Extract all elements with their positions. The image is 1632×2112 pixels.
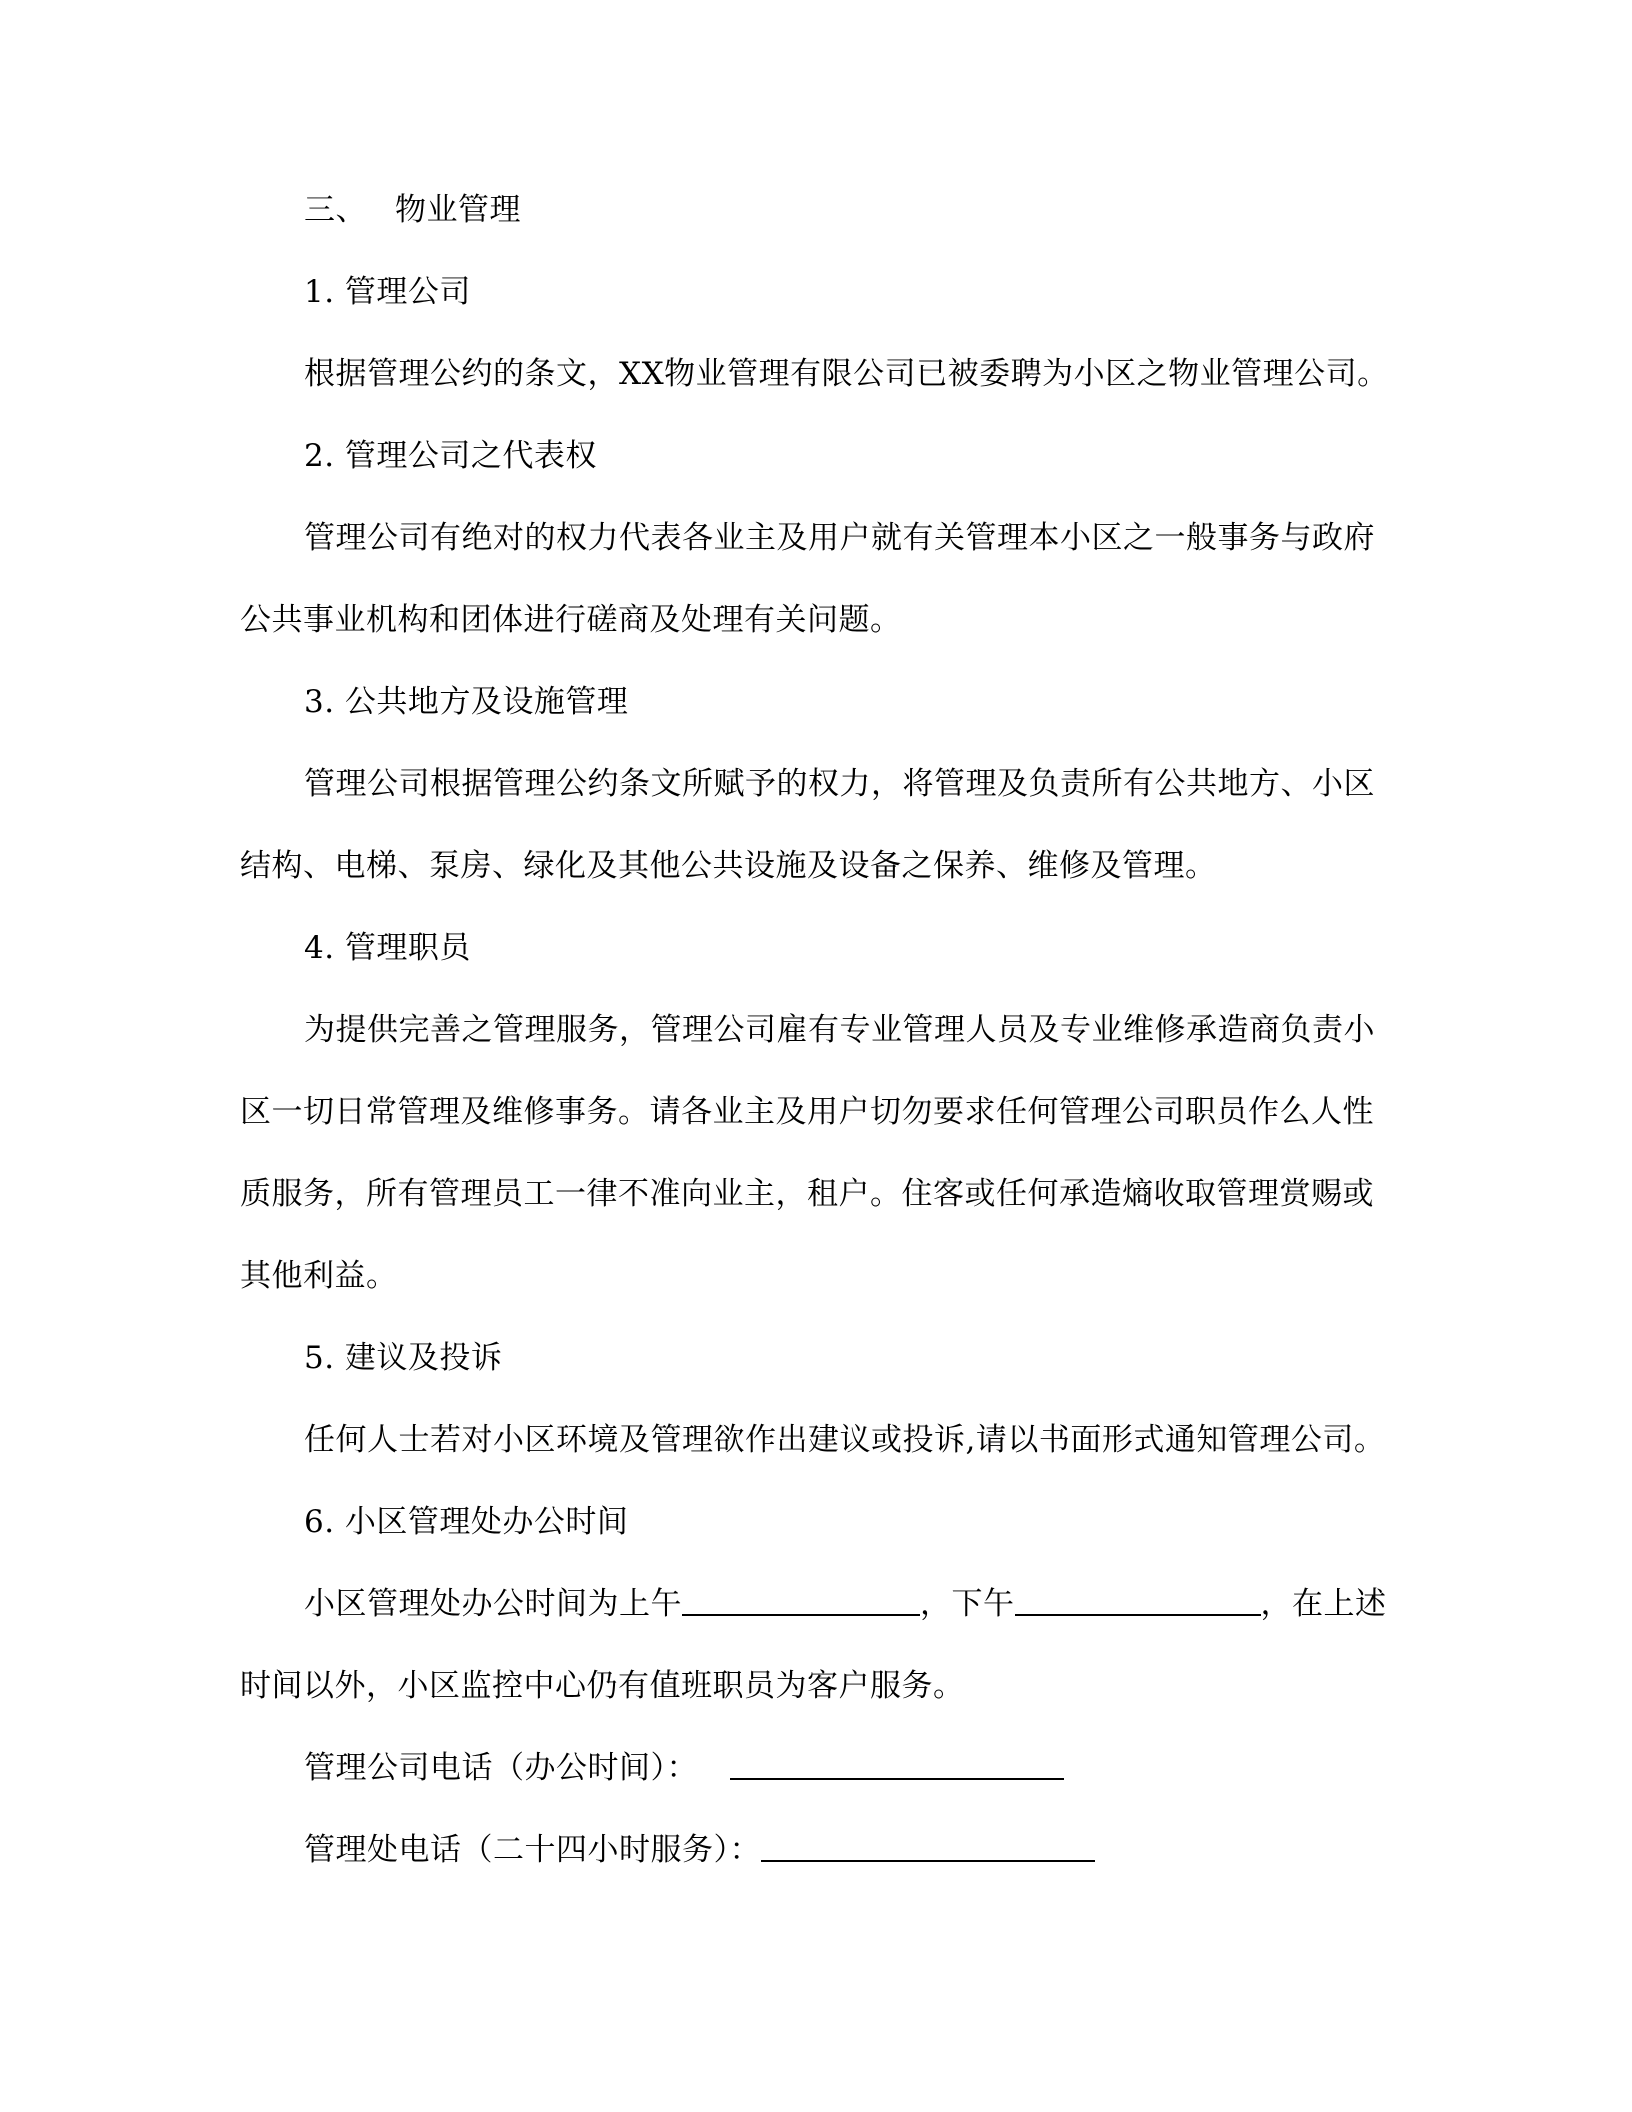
office-hours-line-2: 时间以外，小区监控中心仍有值班职员为客户服务。 xyxy=(240,1668,965,1704)
item-paragraph-1-line-1: 根据管理公约的条文，XX物业管理有限公司已被委聘为小区之物业管理公司。 xyxy=(304,356,1389,392)
phone-office-line xyxy=(304,1738,1454,1798)
section-number: 三、 xyxy=(304,192,367,228)
item-paragraph-4-line-3: 质服务，所有管理员工一律不准向业主，租户。住客或任何承造熵收取管理赏赐或 xyxy=(240,1176,1374,1212)
item-paragraph-3-line-2: 结构、电梯、泵房、绿化及其他公共设施及设备之保养、维修及管理。 xyxy=(240,848,1217,884)
item-paragraph-4-line-1: 为提供完善之管理服务，管理公司雇有专业管理人员及专业维修承造商负责小 xyxy=(304,1012,1375,1048)
afternoon-hours-blank[interactable] xyxy=(1015,1574,1261,1616)
item-paragraph-3-line-1: 管理公司根据管理公约条文所赋予的权力，将管理及负责所有公共地方、小区 xyxy=(304,766,1375,802)
phone-24h-blank[interactable] xyxy=(761,1820,1095,1862)
item-paragraph-2-line-2: 公共事业机构和团体进行磋商及处理有关问题。 xyxy=(240,602,902,638)
phone-office-label: 管理公司电话（办公时间）： xyxy=(304,1750,698,1786)
item-paragraph-5-line-1: 任何人士若对小区环境及管理欲作出建议或投诉,请以书面形式通知管理公司。 xyxy=(304,1422,1386,1458)
phone-24h-label: 管理处电话（二十四小时服务）： xyxy=(304,1832,761,1868)
item-paragraph-4-line-2: 区一切日常管理及维修事务。请各业主及用户切勿要求任何管理公司职员作么人性 xyxy=(240,1094,1374,1130)
office-hours-text-3: ，在上述 xyxy=(1260,1586,1387,1622)
section-title-text: 物业管理 xyxy=(395,192,521,228)
item-heading-2: 2. 管理公司之代表权 xyxy=(304,438,597,474)
phone-24h-line xyxy=(304,1820,1454,1880)
office-hours-line xyxy=(304,1574,1454,1634)
item-heading-1: 1. 管理公司 xyxy=(304,274,471,310)
item-heading-4: 4. 管理职员 xyxy=(304,930,471,966)
section-title xyxy=(304,180,1454,240)
item-heading-3: 3. 公共地方及设施管理 xyxy=(304,684,629,720)
item-heading-6: 6. 小区管理处办公时间 xyxy=(304,1504,629,1540)
office-hours-text-2: ，下午 xyxy=(920,1586,1015,1622)
office-hours-text-1: 小区管理处办公时间为上午 xyxy=(304,1586,682,1622)
morning-hours-blank[interactable] xyxy=(682,1574,920,1616)
phone-office-blank[interactable] xyxy=(730,1738,1064,1780)
item-paragraph-4-line-4: 其他利益。 xyxy=(240,1258,398,1294)
item-heading-5: 5. 建议及投诉 xyxy=(304,1340,503,1376)
item-paragraph-2-line-1: 管理公司有绝对的权力代表各业主及用户就有关管理本小区之一般事务与政府 xyxy=(304,520,1375,556)
